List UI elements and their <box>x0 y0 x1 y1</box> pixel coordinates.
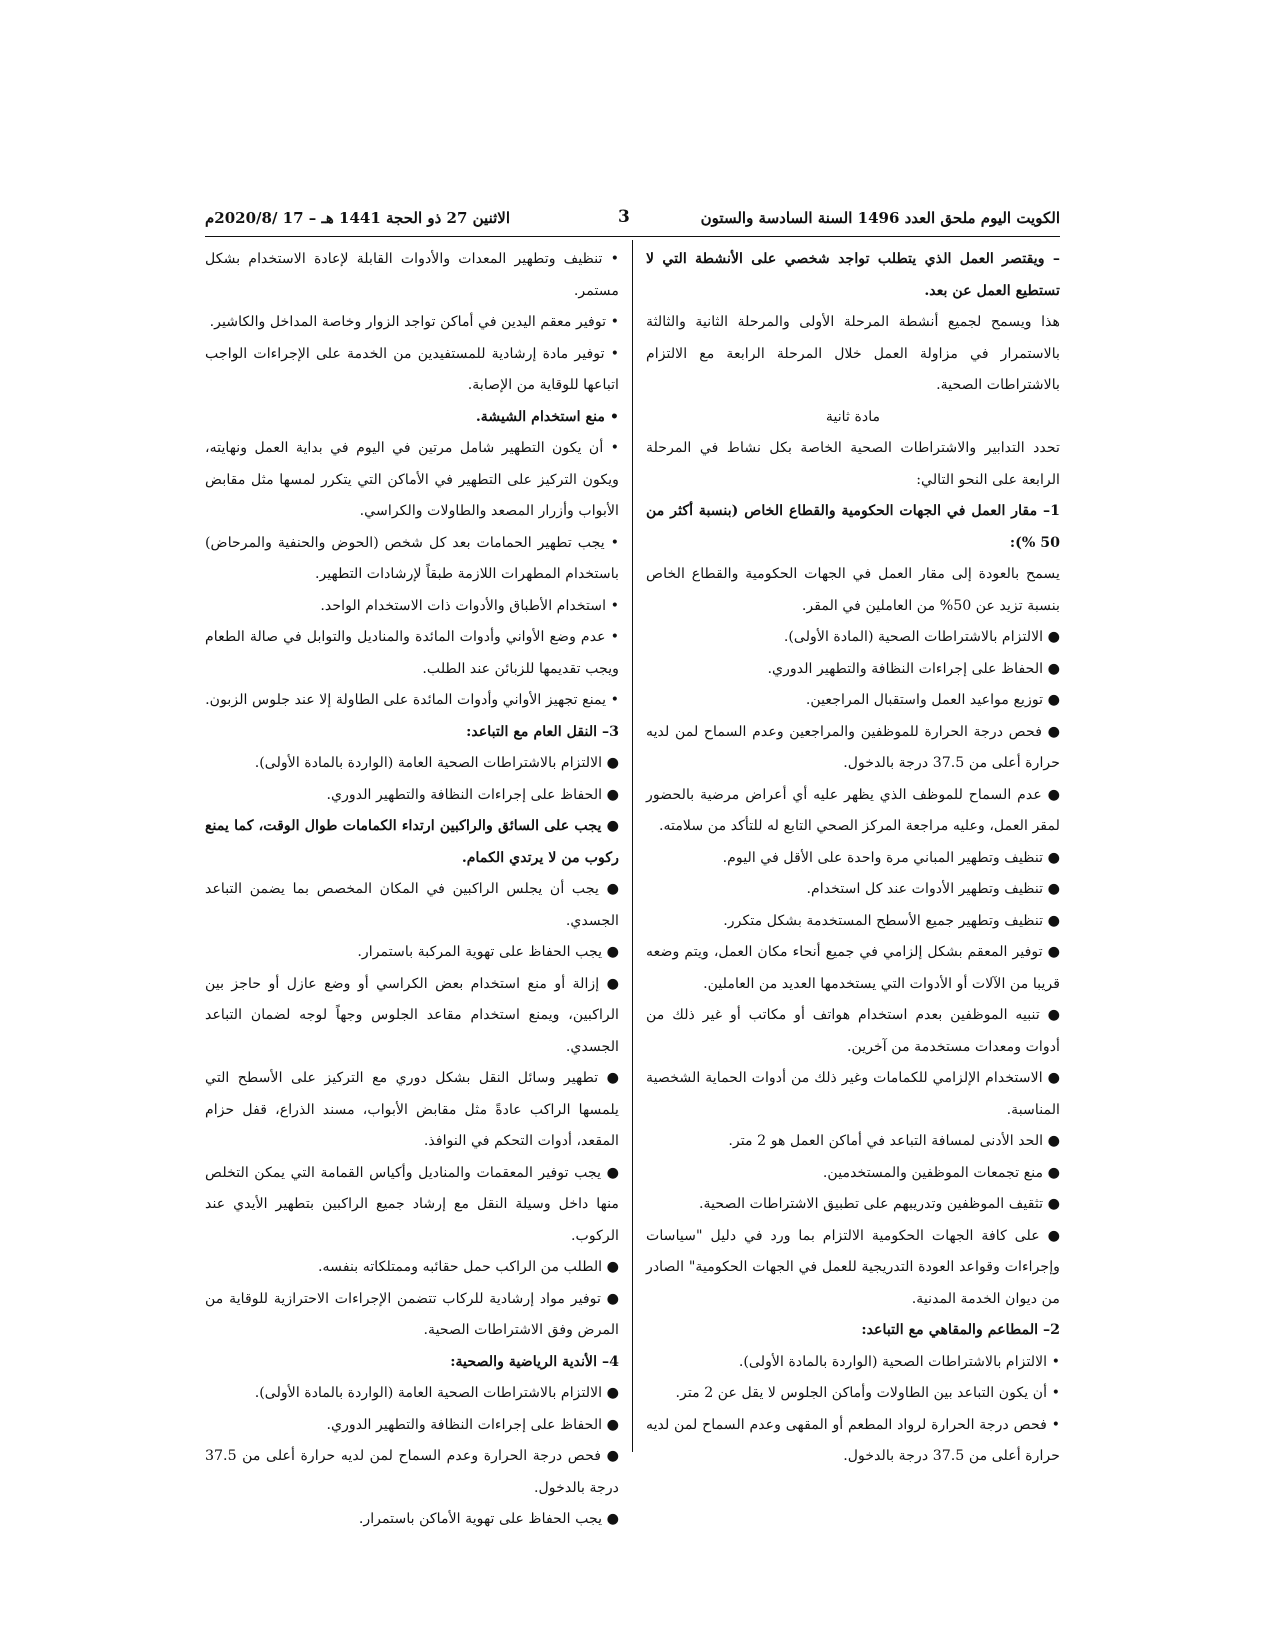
paragraph: 4– الأندية الرياضية والصحية: <box>450 1353 619 1370</box>
paragraph: ● الحد الأدنى لمسافة التباعد في أماكن العمل هو 2 متر. <box>728 1133 1060 1149</box>
paragraph: ● تطهير وسائل النقل بشكل دوري مع التركيز على الأسطح التي يلمسها الراكب عادةً مثل مقابض الأبواب، مسند الذراع، قفل حزام المقعد، أدوات التحكم في النوافذ. <box>205 1070 619 1149</box>
paragraph: تحدد التدابير والاشتراطات الصحية الخاصة بكل نشاط في المرحلة الرابعة على النحو التالي: <box>646 440 1060 488</box>
paragraph: ● على كافة الجهات الحكومية الالتزام بما ورد في دليل "سياسات وإجراءات وقواعد العودة التدريجية للعمل في الجهات الحكومية" الصادر من ديوان الخدمة المدنية. <box>646 1227 1060 1307</box>
left-column <box>205 244 619 1536</box>
paragraph: ● الحفاظ على إجراءات النظافة والتطهير الدوري. <box>326 1416 619 1433</box>
page-header <box>205 205 1060 235</box>
paragraph: 3– النقل العام مع التباعد: <box>466 723 619 740</box>
paragraph: • فحص درجة الحرارة لرواد المطعم أو المقهى وعدم السماح لمن لديه حرارة أعلى من 37.5 درجة بالدخول. <box>646 1416 1060 1464</box>
paragraph: ● يجب أن يجلس الراكبين في المكان المخصص بما يضمن التباعد الجسدي. <box>205 881 619 929</box>
paragraph: ● تثقيف الموظفين وتدريبهم على تطبيق الاشتراطات الصحية. <box>698 1196 1060 1212</box>
paragraph: يسمح بالعودة إلى مقار العمل في الجهات الحكومية والقطاع الخاص بنسبة تزيد عن 50% من العاملين في المقر. <box>646 566 1060 614</box>
paragraph: • توفير معقم اليدين في أماكن تواجد الزوار وخاصة المداخل والكاشير. <box>209 314 619 330</box>
paragraph: ● يجب الحفاظ على تهوية المركبة باستمرار. <box>357 944 619 960</box>
paragraph: • منع استخدام الشيشة. <box>475 408 619 425</box>
paragraph: ● الاستخدام الإلزامي للكمامات وغير ذلك من أدوات الحماية الشخصية المناسبة. <box>646 1070 1060 1118</box>
paragraph: ● تنظيف وتطهير الأدوات عند كل استخدام. <box>806 881 1060 897</box>
paragraph: ● منع تجمعات الموظفين والمستخدمين. <box>822 1164 1060 1181</box>
paragraph: ● الالتزام بالاشتراطات الصحية العامة (الواردة بالمادة الأولى). <box>254 1385 619 1401</box>
paragraph: ● يجب توفير المعقمات والمناديل وأكياس القمامة التي يمكن التخلص منها داخل وسيلة النقل مع إرشاد جميع الراكبين بتطهير الأيدي عند الركوب. <box>205 1164 619 1244</box>
paragraph: ● تنبيه الموظفين بعدم استخدام هواتف أو مكاتب أو غير ذلك من أدوات ومعدات مستخدمة من آخرين. <box>646 1007 1060 1055</box>
paragraph: ● الالتزام بالاشتراطات الصحية العامة (الواردة بالمادة الأولى). <box>254 755 619 771</box>
paragraph: ● فحص درجة الحرارة للموظفين والمراجعين وعدم السماح لمن لديه حرارة أعلى من 37.5 درجة بالدخول. <box>646 723 1060 771</box>
paragraph: • توفير مادة إرشادية للمستفيدين من الخدمة على الإجراءات الواجب اتباعها للوقاية من الإصابة. <box>205 345 619 393</box>
paragraph: ● إزالة أو منع استخدام بعض الكراسي أو وضع عازل أو حاجز بين الراكبين، ويمنع استخدام مقاعد الجلوس وجهاً لوجه لضمان التباعد الجسدي. <box>205 975 619 1055</box>
header-rule <box>205 236 1060 237</box>
paragraph: ● عدم السماح للموظف الذي يظهر عليه أي أعراض مرضية بالحضور لمقر العمل، وعليه مراجعة المركز الصحي التابع له للتأكد من سلامته. <box>646 786 1060 834</box>
paragraph: • عدم وضع الأواني وأدوات المائدة والمناديل والتوابل في صالة الطعام ويجب تقديمها للزبائن عند الطلب. <box>205 629 619 677</box>
paragraph: 1– مقار العمل في الجهات الحكومية والقطاع الخاص (بنسبة أكثر من 50 %): <box>646 503 1060 551</box>
paragraph: 2– المطاعم والمقاهي مع التباعد: <box>861 1322 1060 1338</box>
paragraph: ● الحفاظ على إجراءات النظافة والتطهير الدوري. <box>326 786 619 803</box>
paragraph: ● فحص درجة الحرارة وعدم السماح لمن لديه حرارة أعلى من 37.5 درجة بالدخول. <box>205 1448 619 1496</box>
paragraph: • يجب تطهير الحمامات بعد كل شخص (الحوض والحنفية والمرحاض) باستخدام المطهرات اللازمة طبقاً لإرشادات التطهير. <box>205 534 619 582</box>
paragraph: • يمنع تجهيز الأواني وأدوات المائدة على الطاولة إلا عند جلوس الزبون. <box>205 692 619 708</box>
paragraph: ● يجب على السائق والراكبين ارتداء الكمامات طوال الوقت، كما يمنع ركوب من لا يرتدي الكمام. <box>205 818 619 866</box>
paragraph: ● توزيع مواعيد العمل واستقبال المراجعين. <box>805 692 1060 708</box>
paragraph: ● الطلب من الراكب حمل حقائبه وممتلكاته بنفسه. <box>318 1259 619 1275</box>
page-number: 3 <box>618 207 630 227</box>
issue-date: الاثنين 27 ذو الحجة 1441 هـ – 17 /2020/8م <box>205 209 510 227</box>
paragraph: ● الحفاظ على إجراءات النظافة والتطهير الدوري. <box>767 660 1060 677</box>
paragraph: • تنظيف وتطهير المعدات والأدوات القابلة لإعادة الاستخدام بشكل مستمر. <box>205 251 619 299</box>
paragraph: ● توفير مواد إرشادية للركاب تتضمن الإجراءات الاحترازية للوقاية من المرض وفق الاشتراطات الصحية. <box>205 1290 619 1338</box>
paragraph: • أن يكون التطهير شامل مرتين في اليوم في بداية العمل ونهايته، ويكون التركيز على التطهير في الأماكن التي يتكرر لمسها مثل مقابض الأبواب وأزرار المصعد والطاولات والكراسي. <box>205 440 619 519</box>
right-column <box>646 244 1060 1473</box>
paragraph: ● يجب الحفاظ على تهوية الأماكن باستمرار. <box>358 1511 619 1527</box>
paragraph: ● تنظيف وتطهير جميع الأسطح المستخدمة بشكل متكرر. <box>723 912 1060 929</box>
paragraph: • الالتزام بالاشتراطات الصحية (الواردة بالمادة الأولى). <box>738 1353 1060 1370</box>
paragraph: – ويقتصر العمل الذي يتطلب تواجد شخصي على الأنشطة التي لا تستطيع العمل عن بعد. <box>646 251 1060 299</box>
column-divider <box>632 240 633 1452</box>
paragraph: • أن يكون التباعد بين الطاولات وأماكن الجلوس لا يقل عن 2 متر. <box>675 1385 1060 1401</box>
paragraph: ● توفير المعقم بشكل إلزامي في جميع أنحاء مكان العمل، ويتم وضعه قريبا من الآلات أو الأدوات التي يستخدمها العديد من العاملين. <box>646 944 1060 992</box>
paragraph: ● تنظيف وتطهير المباني مرة واحدة على الأقل في اليوم. <box>722 849 1060 866</box>
paragraph: ● الالتزام بالاشتراطات الصحية (المادة الأولى). <box>783 629 1060 645</box>
paragraph: • استخدام الأطباق والأدوات ذات الاستخدام الواحد. <box>320 597 619 614</box>
paragraph: هذا ويسمح لجميع أنشطة المرحلة الأولى والمرحلة الثانية والثالثة بالاستمرار في مزاولة العمل خلال المرحلة الرابعة مع الالتزام بالاشتراطات الصحية. <box>646 314 1060 393</box>
paragraph: مادة ثانية <box>825 408 881 425</box>
gazette-title: الكويت اليوم ملحق العدد 1496 السنة السادسة والستون <box>700 209 1060 227</box>
